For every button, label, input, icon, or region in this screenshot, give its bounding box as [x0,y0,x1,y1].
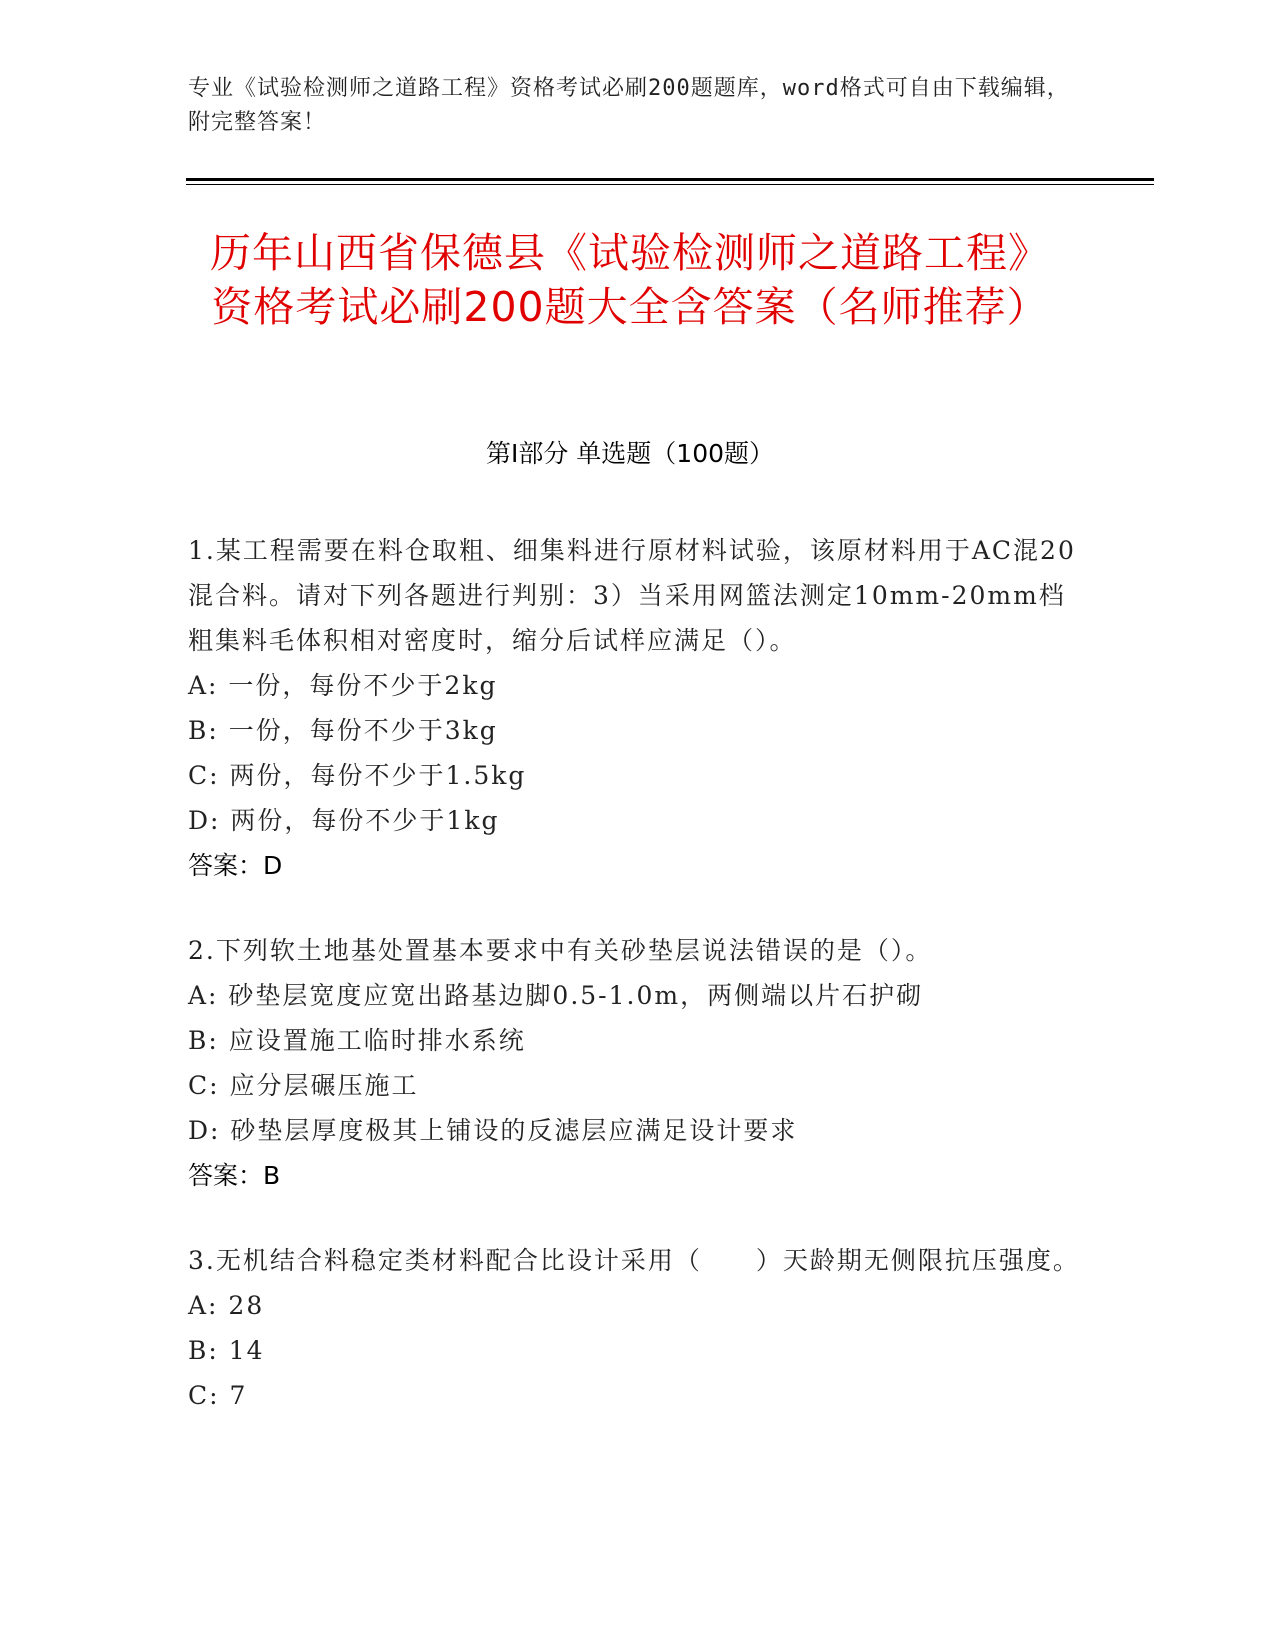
question-3 [188,1238,1088,1418]
question-2 [188,928,1088,1198]
header-note: 专业《试验检测师之道路工程》资格考试必刷200题题库，word格式可自由下载编辑，附完整答案！ [188,76,1070,135]
option-d: D: 砂垫层厚度极其上铺设的反滤层应满足设计要求 [188,1116,798,1145]
option-b: B: 14 [188,1336,265,1365]
option-b: B: 一份，每份不少于3kg [188,716,498,745]
option-c: C: 7 [188,1381,248,1410]
header-divider-thin [186,184,1154,185]
option-b: B: 应设置施工临时排水系统 [188,1026,526,1055]
document-title: 历年山西省保德县《试验检测师之道路工程》资格考试必刷200题大全含答案（名师推荐） [210,229,1050,331]
option-a: A: 28 [188,1291,265,1320]
question-stem: 1.某工程需要在料仓取粗、细集料进行原材料试验，该原材料用于AC混20混合料。请对下列各题进行判别：3）当采用网篮法测定10mm-20mm档粗集料毛体积相对密度时，缩分后试样应满足（）。 [188,536,1076,655]
option-c: C: 两份，每份不少于1.5kg [188,761,527,790]
header-divider-thick [186,178,1154,181]
option-c: C: 应分层碾压施工 [188,1071,419,1100]
option-a: A: 砂垫层宽度应宽出路基边脚0.5-1.0m，两侧端以片石护砌 [188,981,924,1010]
question-stem: 3.无机结合料稳定类材料配合比设计采用（ ）天龄期无侧限抗压强度。 [188,1246,1080,1275]
question-list [188,528,1088,1458]
question-1 [188,528,1088,888]
option-a: A: 一份，每份不少于2kg [188,671,498,700]
section-heading: 第I部分 单选题（100题） [485,439,775,468]
question-stem: 2.下列软土地基处置基本要求中有关砂垫层说法错误的是（）。 [188,936,933,965]
answer: 答案：D [188,851,283,880]
answer: 答案：B [188,1161,281,1190]
option-d: D: 两份，每份不少于1kg [188,806,500,835]
